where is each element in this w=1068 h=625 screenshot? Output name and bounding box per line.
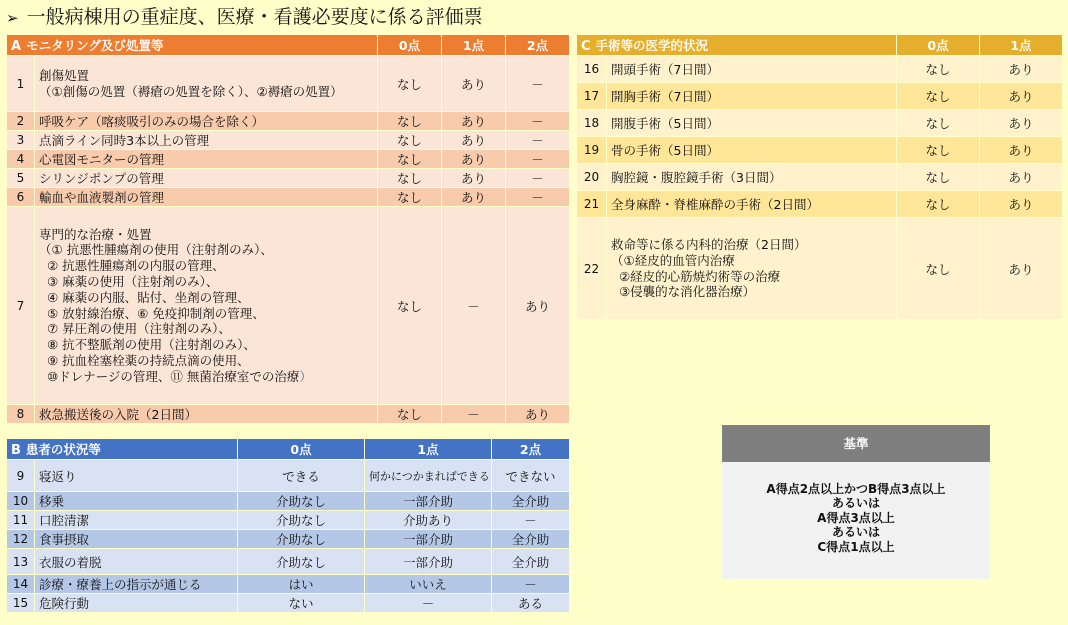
table-row: 7 専門的な治療・処置 （① 抗悪性腫瘍剤の使用（注射剤のみ）、 ② 抗悪性腫瘍剤の内服の管理、 ③ 麻薬の使用（注射剤のみ）、 ④ 麻薬の内服、貼付、坐剤の管理、 ⑤ 放射線治療、⑥ 免疫抑制剤の管理、 ⑦ 昇圧剤の使用（注射剤のみ）、 ⑧ 抗不整脈剤の使用（注射剤のみ）、 ⑨ 抗血栓塞栓薬の持続点滴の使用、 ⑩ドレナージの管理、⑪ 無菌治療室での治療） なし － あり	[7, 207, 570, 405]
table-row: 2 呼吸ケア（喀痰吸引のみの場合を除く） なし あり －	[7, 112, 570, 131]
table-row: 20 胸腔鏡・腹腔鏡手術（3日間） なし あり	[577, 164, 1063, 191]
table-row: 15 危険行動 ない － ある	[7, 594, 570, 613]
table-a-monitoring	[6, 34, 570, 424]
table-c-surgery	[576, 34, 1063, 320]
table-row: 18 開腹手術（5日間） なし あり	[577, 110, 1063, 137]
criteria-line: A得点2点以上かつB得点3点以上	[766, 482, 946, 496]
table-row: 22 救命等に係る内科的治療（2日間） （①経皮的血管内治療 ②経皮的心筋焼灼術等の治療 ③侵襲的な消化器治療） なし あり	[577, 218, 1063, 320]
table-row: 9 寝返り できる 何かにつかまればできる できない	[7, 460, 570, 492]
table-row: 19 骨の手術（5日間） なし あり	[577, 137, 1063, 164]
page-title	[6, 4, 483, 30]
criteria-line: あるいは	[831, 496, 880, 511]
table-row: 4 心電図モニターの管理 なし あり －	[7, 150, 570, 169]
table-row: 8 救急搬送後の入院（2日間） なし － あり	[7, 405, 570, 424]
arrow-bullet-icon: ➢	[6, 9, 19, 27]
table-c-col-1: 1点	[980, 35, 1063, 56]
table-row: 16 開頭手術（7日間） なし あり	[577, 56, 1063, 83]
table-row: 11 口腔清潔 介助なし 介助あり －	[7, 511, 570, 530]
table-row: 12 食事摂取 介助なし 一部介助 全介助	[7, 530, 570, 549]
table-a-col-2: 2点	[506, 35, 570, 56]
table-row: 6 輸血や血液製剤の管理 なし あり －	[7, 188, 570, 207]
table-a-col-1: 1点	[442, 35, 506, 56]
table-c-header	[577, 35, 1063, 56]
table-c-letter: C	[581, 39, 591, 54]
table-c-col-0: 0点	[897, 35, 980, 56]
table-row: 17 開胸手術（7日間） なし あり	[577, 83, 1063, 110]
criteria-box	[722, 425, 990, 579]
table-row: 14 診療・療養上の指示が通じる はい いいえ －	[7, 575, 570, 594]
table-b-col-1: 1点	[365, 439, 492, 460]
table-row: 1 創傷処置 （①創傷の処置（褥瘡の処置を除く）、②褥瘡の処置） なし あり －	[7, 56, 570, 112]
table-row: 13 衣服の着脱 介助なし 一部介助 全介助	[7, 549, 570, 575]
table-b-patient-status	[6, 438, 570, 613]
table-b-header	[7, 439, 570, 460]
criteria-header: 基準	[722, 425, 990, 462]
table-b-col-0: 0点	[238, 439, 365, 460]
criteria-body	[722, 462, 990, 554]
table-c-header-title: C 手術等の医学的状況	[577, 35, 897, 56]
table-a-letter: A	[11, 39, 22, 54]
table-b-col-2: 2点	[492, 439, 570, 460]
criteria-line: あるいは	[831, 525, 880, 540]
table-row: 3 点滴ライン同時3本以上の管理 なし あり －	[7, 131, 570, 150]
criteria-line: A得点3点以上	[817, 510, 895, 525]
table-b-header-title: B 患者の状況等	[7, 439, 238, 460]
table-row: 21 全身麻酔・脊椎麻酔の手術（2日間） なし あり	[577, 191, 1063, 218]
table-row: 5 シリンジポンプの管理 なし あり －	[7, 169, 570, 188]
table-a-header-title: A モニタリング及び処置等	[7, 35, 378, 56]
page-title-text: 一般病棟用の重症度、医療・看護必要度に係る評価票	[26, 6, 483, 28]
table-row: 10 移乗 介助なし 一部介助 全介助	[7, 492, 570, 511]
criteria-line: C得点1点以上	[817, 539, 895, 554]
table-b-letter: B	[11, 443, 21, 458]
table-a-header	[7, 35, 570, 56]
table-a-col-0: 0点	[378, 35, 442, 56]
